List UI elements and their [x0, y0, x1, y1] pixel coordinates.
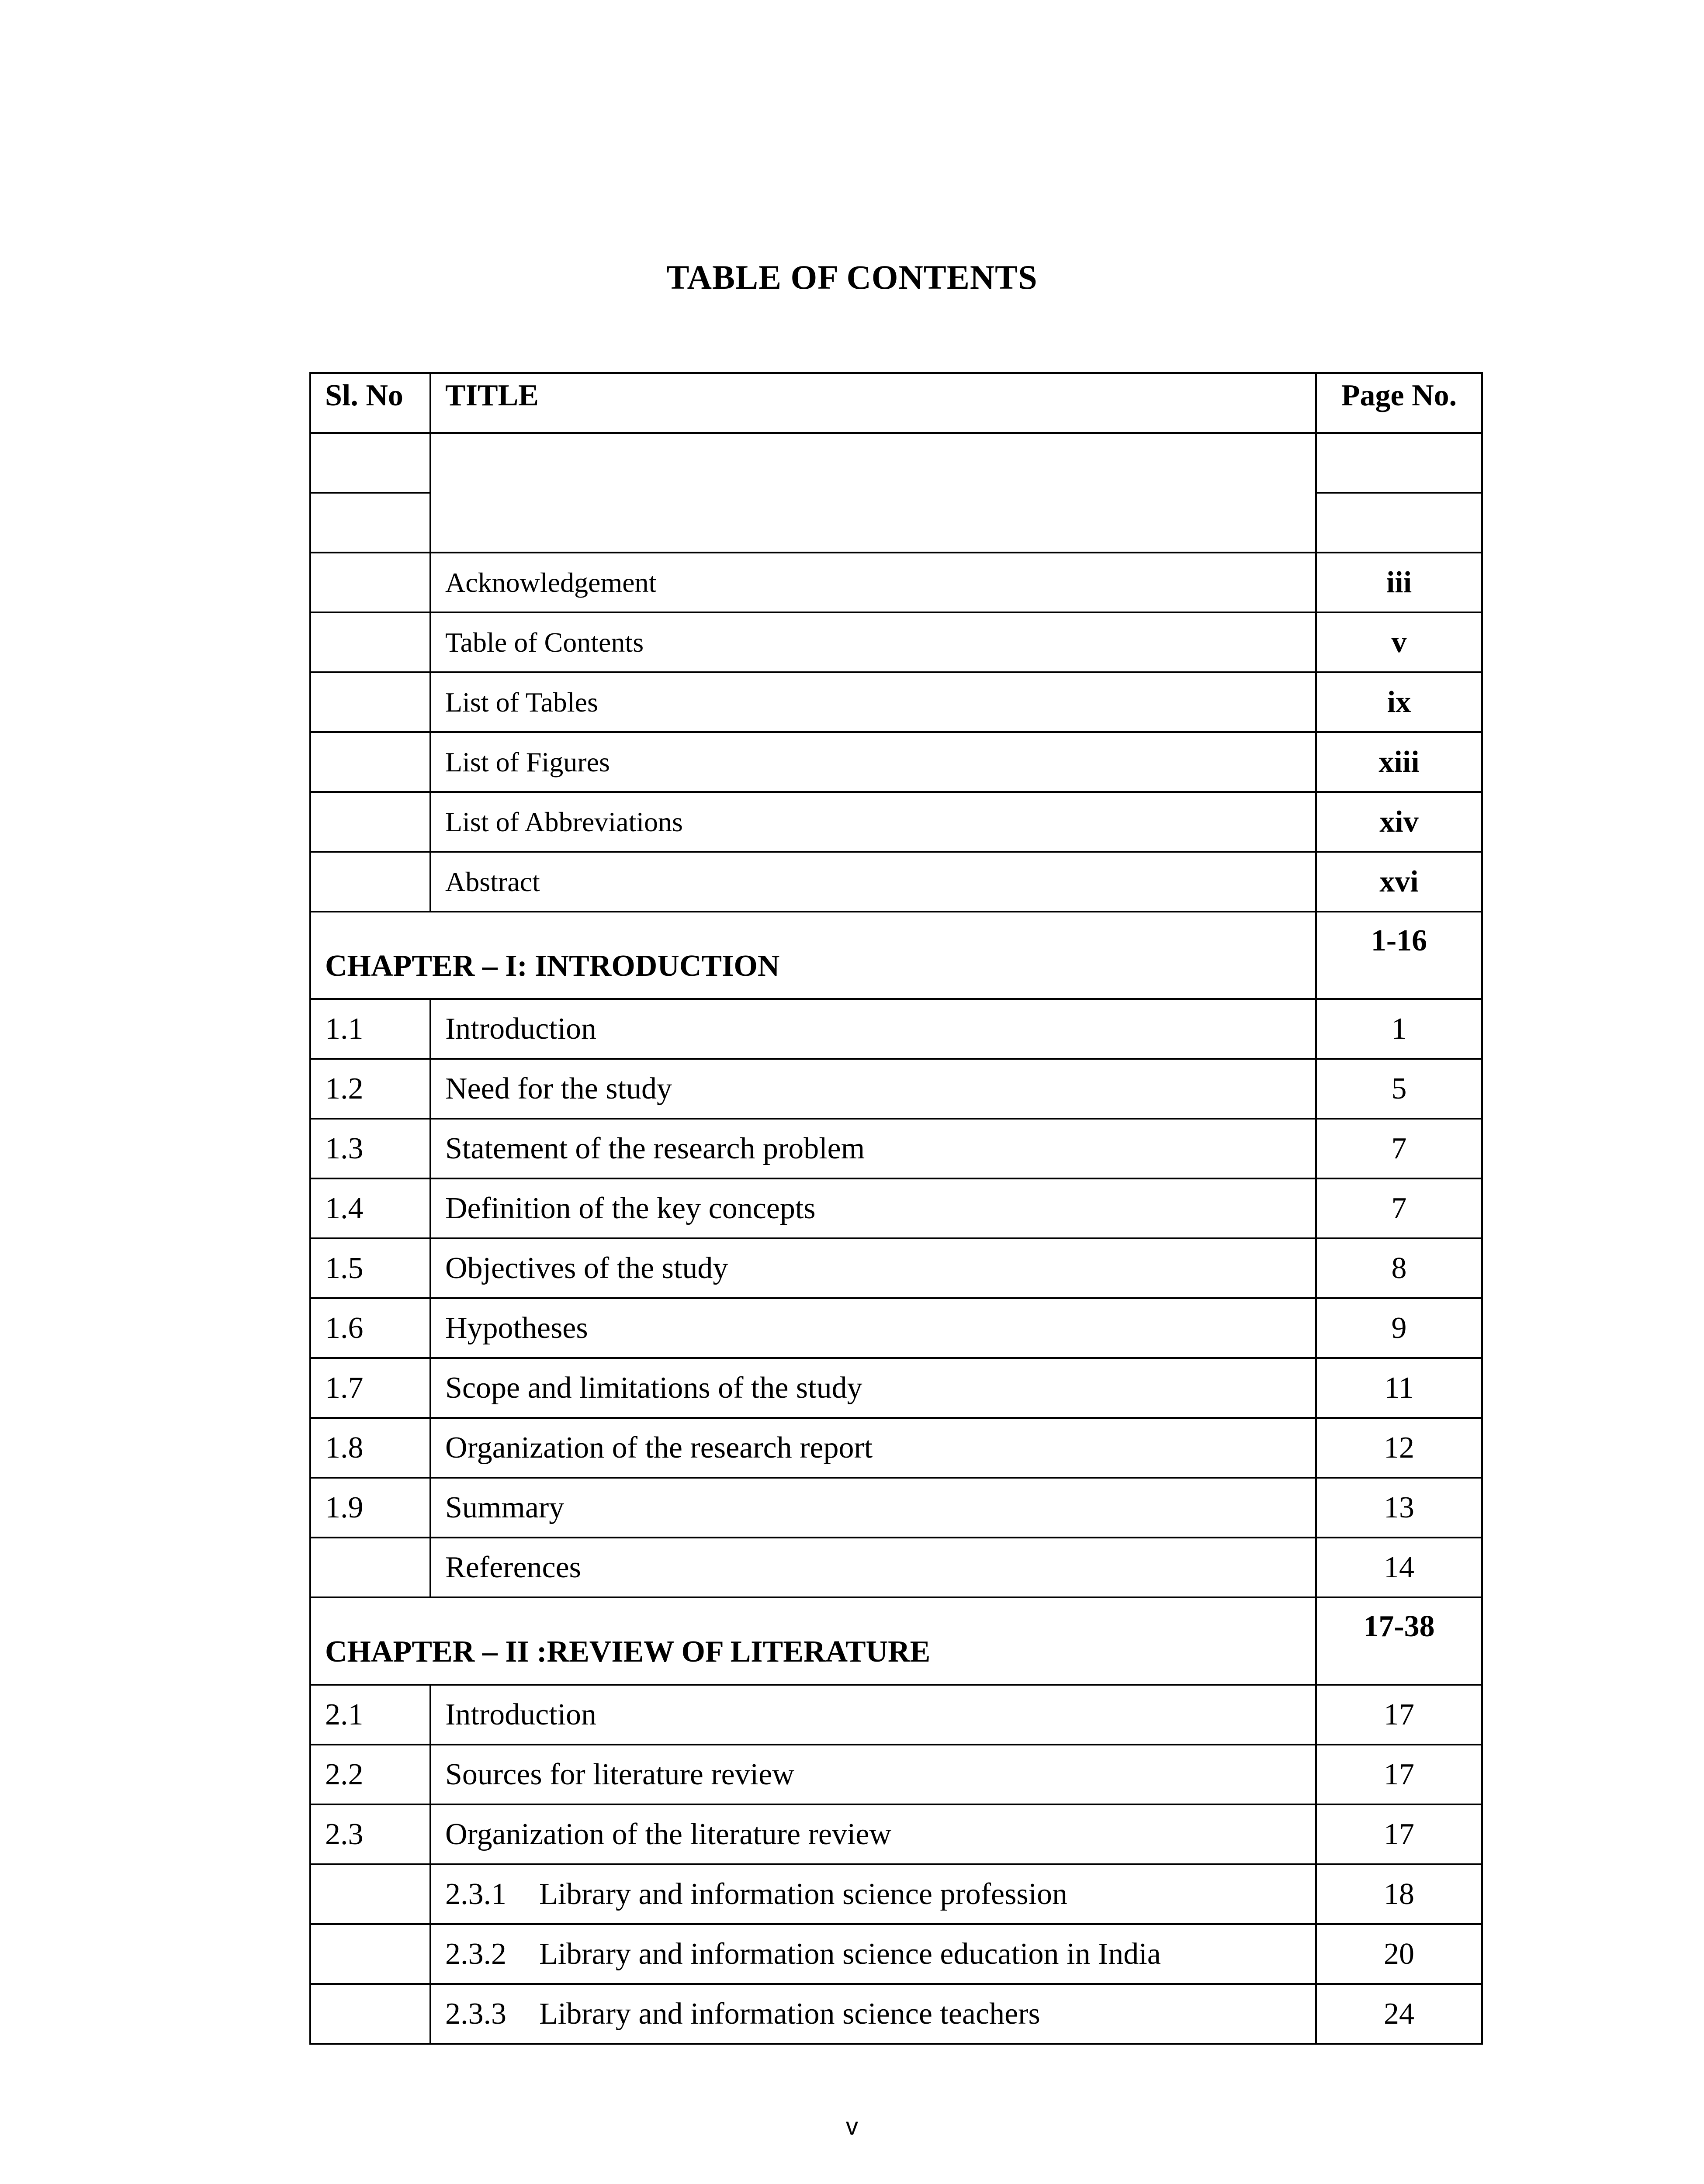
subsection-title: Library and information science profession — [539, 1877, 1068, 1911]
toc-row — [310, 672, 1482, 732]
subsection-number: 2.3.2 — [445, 1937, 506, 1971]
sl-cell: 1.5 — [310, 1238, 430, 1298]
page-cell: 17 — [1316, 1804, 1482, 1864]
page-cell: iii — [1316, 553, 1482, 612]
title-cell: Acknowledgement — [430, 553, 1316, 612]
chapter-title: CHAPTER – II :REVIEW OF LITERATURE — [310, 1597, 1316, 1685]
sl-cell — [310, 1984, 430, 2044]
page-cell: 18 — [1316, 1864, 1482, 1924]
toc-subrow — [310, 1924, 1482, 1984]
title-cell: Objectives of the study — [430, 1238, 1316, 1298]
subsection-number: 2.3.3 — [445, 1997, 506, 2031]
toc-row — [310, 1298, 1482, 1358]
toc-row — [310, 1804, 1482, 1864]
title-cell: Introduction — [430, 1685, 1316, 1745]
toc-row — [310, 553, 1482, 612]
title-cell: Summary — [430, 1478, 1316, 1538]
toc-table — [309, 372, 1483, 2045]
page-cell: 17 — [1316, 1745, 1482, 1804]
chapter-pages: 1-16 — [1316, 912, 1482, 999]
title-cell: Need for the study — [430, 1059, 1316, 1119]
title-cell: Organization of the literature review — [430, 1804, 1316, 1864]
toc-subrow — [310, 1984, 1482, 2044]
title-cell — [430, 1924, 1316, 1984]
toc-row — [310, 1418, 1482, 1478]
page-cell: 7 — [1316, 1178, 1482, 1238]
sl-cell — [310, 553, 430, 612]
page-cell: 7 — [1316, 1119, 1482, 1178]
chapter-pages: 17-38 — [1316, 1597, 1482, 1685]
toc-row — [310, 852, 1482, 912]
title-cell: Abstract — [430, 852, 1316, 912]
title-cell: Scope and limitations of the study — [430, 1358, 1316, 1418]
toc-row — [310, 1745, 1482, 1804]
page-cell: v — [1316, 612, 1482, 672]
sl-cell: 2.2 — [310, 1745, 430, 1804]
subsection-number: 2.3.1 — [445, 1877, 506, 1911]
sl-cell: 1.1 — [310, 999, 430, 1059]
sl-cell: 1.9 — [310, 1478, 430, 1538]
sl-cell: 1.3 — [310, 1119, 430, 1178]
subsection-title: Library and information science teachers — [539, 1997, 1040, 2031]
page-cell: 5 — [1316, 1059, 1482, 1119]
sl-cell: 2.1 — [310, 1685, 430, 1745]
page-cell: xvi — [1316, 852, 1482, 912]
table-header-row — [310, 373, 1482, 433]
empty-row — [310, 433, 1482, 493]
page-cell: 12 — [1316, 1418, 1482, 1478]
toc-row — [310, 1358, 1482, 1418]
title-cell: Statement of the research problem — [430, 1119, 1316, 1178]
sl-cell: 1.6 — [310, 1298, 430, 1358]
toc-row — [310, 1119, 1482, 1178]
page-cell: 14 — [1316, 1538, 1482, 1597]
empty-cell — [310, 493, 430, 553]
title-cell: Introduction — [430, 999, 1316, 1059]
page-cell: 11 — [1316, 1358, 1482, 1418]
sl-cell — [310, 1538, 430, 1597]
chapter-heading-row — [310, 912, 1482, 999]
header-sl-no: Sl. No — [310, 373, 430, 433]
title-cell — [430, 1984, 1316, 2044]
toc-row — [310, 1478, 1482, 1538]
sl-cell: 1.4 — [310, 1178, 430, 1238]
title-cell: List of Figures — [430, 732, 1316, 792]
toc-row — [310, 1238, 1482, 1298]
empty-cell — [310, 433, 430, 493]
title-cell: Hypotheses — [430, 1298, 1316, 1358]
toc-row — [310, 1178, 1482, 1238]
sl-cell — [310, 1924, 430, 1984]
toc-subrow — [310, 1864, 1482, 1924]
sl-cell — [310, 852, 430, 912]
header-page-no: Page No. — [1316, 373, 1482, 433]
page-cell: 8 — [1316, 1238, 1482, 1298]
chapter-heading-row — [310, 1597, 1482, 1685]
sl-cell: 1.2 — [310, 1059, 430, 1119]
title-cell: Definition of the key concepts — [430, 1178, 1316, 1238]
toc-row — [310, 999, 1482, 1059]
toc-row — [310, 1059, 1482, 1119]
sl-cell — [310, 792, 430, 852]
page-number: v — [846, 2112, 858, 2140]
sl-cell: 2.3 — [310, 1804, 430, 1864]
sl-cell: 1.7 — [310, 1358, 430, 1418]
empty-cell — [1316, 433, 1482, 493]
title-cell: Sources for literature review — [430, 1745, 1316, 1804]
page-cell: 24 — [1316, 1984, 1482, 2044]
toc-row — [310, 1538, 1482, 1597]
title-cell: List of Tables — [430, 672, 1316, 732]
page-cell: xiv — [1316, 792, 1482, 852]
sl-cell — [310, 732, 430, 792]
empty-cell — [1316, 493, 1482, 553]
page-title: TABLE OF CONTENTS — [666, 258, 1038, 296]
title-cell: Organization of the research report — [430, 1418, 1316, 1478]
toc-row — [310, 612, 1482, 672]
title-cell — [430, 1864, 1316, 1924]
title-cell: References — [430, 1538, 1316, 1597]
page-cell: 13 — [1316, 1478, 1482, 1538]
page-cell: 9 — [1316, 1298, 1482, 1358]
sl-cell: 1.8 — [310, 1418, 430, 1478]
header-title: TITLE — [430, 373, 1316, 433]
page-cell: ix — [1316, 672, 1482, 732]
subsection-title: Library and information science education in India — [539, 1937, 1161, 1971]
sl-cell — [310, 1864, 430, 1924]
empty-cell — [430, 433, 1316, 553]
page-cell: 1 — [1316, 999, 1482, 1059]
page-cell: 20 — [1316, 1924, 1482, 1984]
sl-cell — [310, 612, 430, 672]
chapter-title: CHAPTER – I: INTRODUCTION — [310, 912, 1316, 999]
title-cell: Table of Contents — [430, 612, 1316, 672]
page-cell: 17 — [1316, 1685, 1482, 1745]
toc-row — [310, 732, 1482, 792]
toc-row — [310, 1685, 1482, 1745]
page-cell: xiii — [1316, 732, 1482, 792]
title-cell: List of Abbreviations — [430, 792, 1316, 852]
toc-row — [310, 792, 1482, 852]
sl-cell — [310, 672, 430, 732]
